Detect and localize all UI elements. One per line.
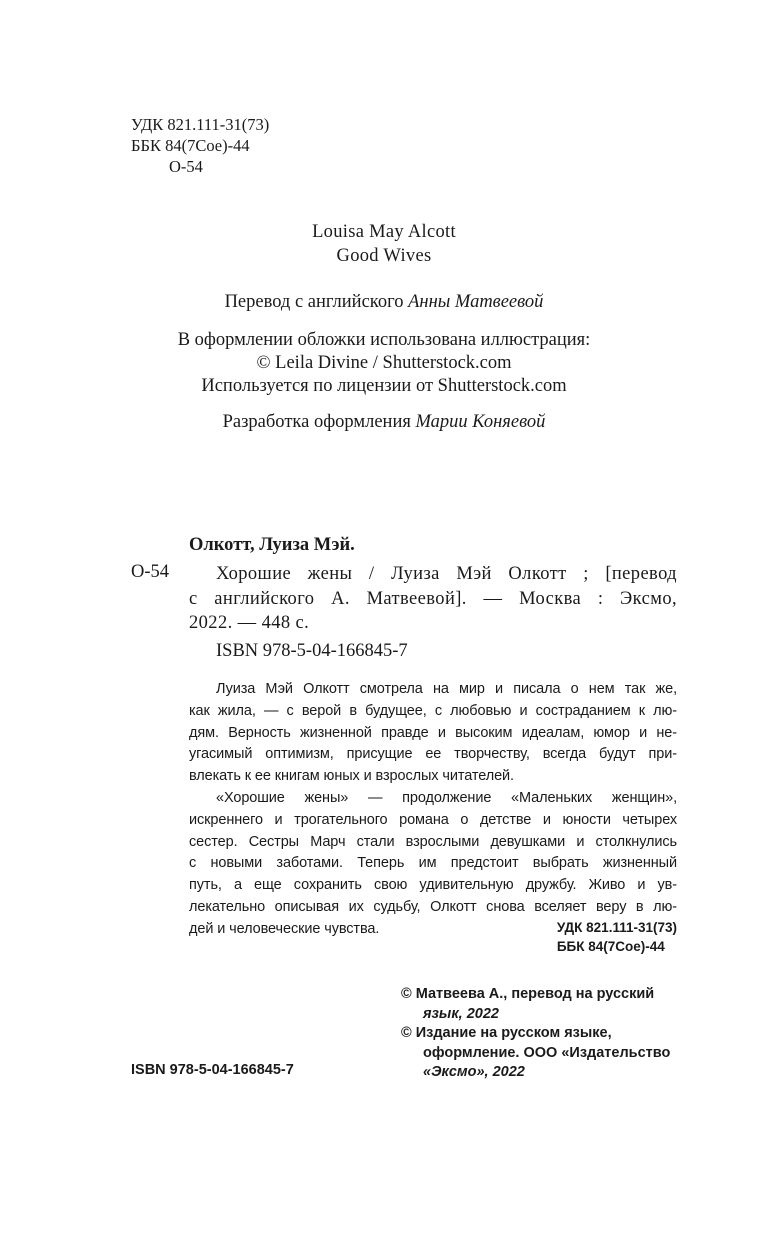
cover-illustration-credit [0, 329, 768, 398]
annotation-line: сестер. Сестры Марч стали взрослыми девушками и столкнулись [189, 833, 677, 850]
small-udk: УДК 821.111-31(73) [556, 920, 677, 935]
design-credit [0, 412, 768, 433]
copyright-line-text: язык, 2022 [423, 1005, 499, 1022]
designer-name: Марии Коняевой [415, 412, 546, 432]
copyright-line [401, 1063, 701, 1083]
small-bbk: ББК 84(7Сое)-44 [556, 939, 665, 954]
classification-block [131, 114, 269, 177]
udk-code: УДК 821.111-31(73) [131, 115, 270, 134]
catalog-code: О-54 [131, 562, 170, 582]
catalog-desc-line: 2022. — 448 с. [189, 613, 310, 633]
translation-credit [0, 292, 768, 313]
annotation-line: как жила, — с верой в будущее, с любовью и состраданием к лю- [189, 702, 677, 719]
isbn-bottom: ISBN 978-5-04-166845-7 [131, 1062, 294, 1078]
copyright-line-text: «Эксмо», 2022 [423, 1064, 525, 1080]
cover-line-2: © Leila Divine / Shutterstock.com [256, 353, 512, 373]
annotation [189, 679, 677, 941]
annotation-line: лекательно описывая их судьбу, Олкотт снова вселяет веру в лю- [189, 898, 677, 915]
copyright-line: оформление. ООО «Издательство [423, 1044, 671, 1061]
original-author: Louisa May Alcott [312, 222, 456, 242]
copyright-line: © Матвеева А., перевод на русский [401, 986, 655, 1002]
catalog-description [189, 562, 677, 636]
small-index-block [557, 918, 677, 956]
annotation-line: Луиза Мэй Олкотт смотрела на мир и писала о нем так же, [216, 681, 677, 697]
annotation-line: влекать к ее книгам юных и взрослых читателей. [189, 768, 514, 785]
catalog-desc-line: Хорошие жены / Луиза Мэй Олкотт ; [перевод [216, 564, 677, 584]
original-title: Good Wives [336, 246, 432, 266]
annotation-line: «Хорошие жены» — продолжение «Маленьких женщин», [216, 789, 677, 806]
copyright-line [401, 1005, 701, 1025]
annotation-line: с новыми заботами. Теперь им предстоит выбрать жизненный [189, 855, 677, 872]
translation-prefix: Перевод с английского [224, 292, 404, 312]
annotation-line: дям. Верность жизненной правде и высоким идеалам, юмор и не- [189, 724, 677, 741]
cover-line-1: В оформлении обложки использована иллюстрация: [177, 330, 591, 350]
bbk-code: ББК 84(7Сое)-44 [131, 136, 250, 155]
annotation-line: дей и человеческие чувства. [189, 920, 380, 937]
translator-name: Анны Матвеевой [408, 292, 544, 312]
annotation-line: путь, а еще сохранить свою удивительную дружбу. Живо и ув- [189, 877, 677, 894]
copyright-line: © Издание на русском языке, [401, 1025, 612, 1041]
catalog-author: Олкотт, Луиза Мэй. [189, 535, 355, 555]
cover-line-3: Используется по лицензии от Shutterstock.com [201, 376, 567, 396]
catalog-desc-line: с английского А. Матвеевой]. — Москва : Эксмо, [189, 588, 677, 609]
author-sign-code: О-54 [169, 157, 203, 176]
design-prefix: Разработка оформления [222, 412, 411, 432]
annotation-line: искреннего и трогательного романа о детстве и юности четырех [189, 811, 677, 828]
copyright-block [401, 985, 701, 1083]
catalog-isbn: ISBN 978-5-04-166845-7 [216, 641, 408, 661]
annotation-line: угасимый оптимизм, присущие ее творчеству, всегда будут при- [189, 746, 677, 763]
